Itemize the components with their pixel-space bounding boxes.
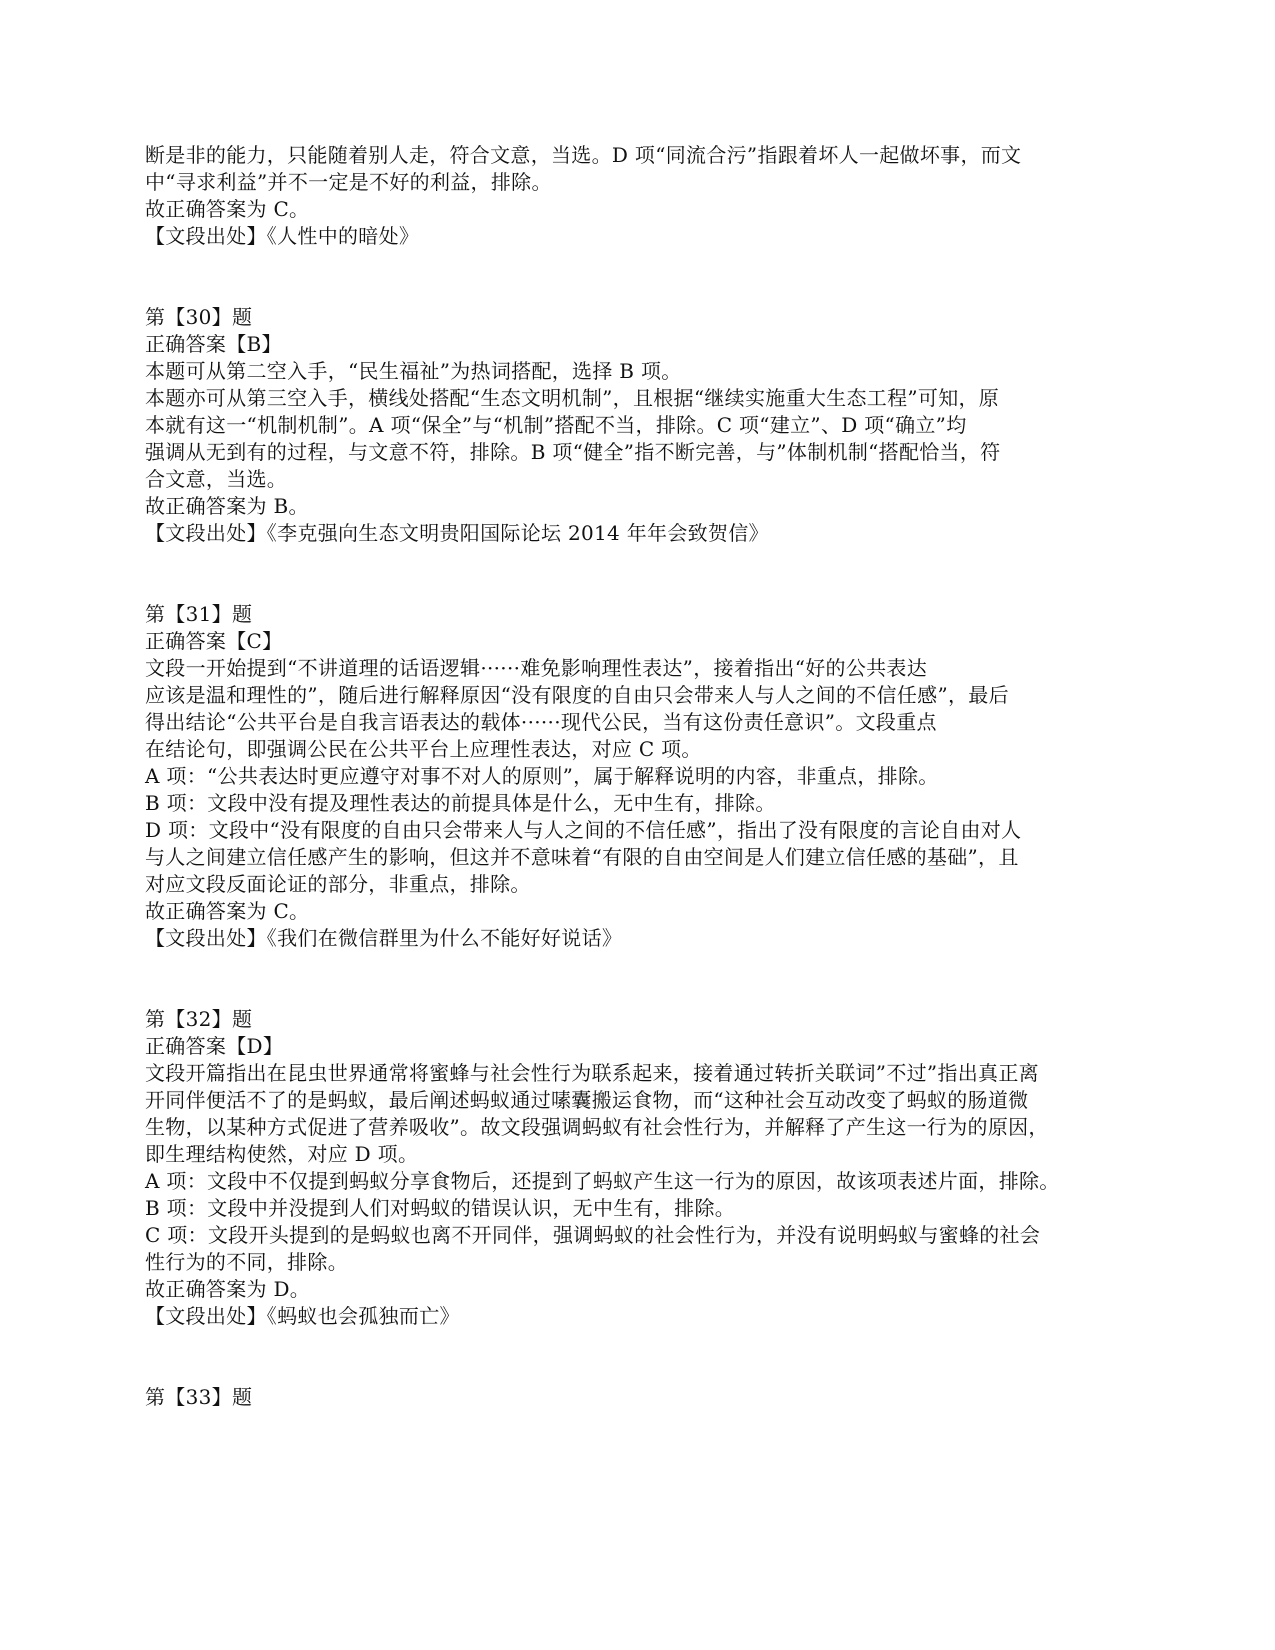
text-line: C 项：文段开头提到的是蚂蚁也离不开同伴，强调蚂蚁的社会性行为，并没有说明蚂蚁与蜜蜂的社会 (145, 1223, 1041, 1247)
text-line: 故正确答案为 C。 (145, 197, 310, 221)
text-line: 第【31】题 (145, 602, 253, 626)
text-line: 强调从无到有的过程，与文意不符，排除。B 项“健全”指不断完善，与”体制机制“搭配恰当，符 (145, 440, 1001, 464)
text-line: 生物，以某种方式促进了营养吸收”。故文段强调蚂蚁有社会性行为，并解释了产生这一行为的原因， (145, 1115, 1049, 1139)
text-line: 故正确答案为 D。 (145, 1277, 311, 1301)
text-line: 正确答案【C】 (145, 629, 283, 653)
answer-section (145, 1384, 1125, 1411)
text-line: 故正确答案为 B。 (145, 494, 309, 518)
text-line: 【文段出处】《李克强向生态文明贵阳国际论坛 2014 年年会致贺信》 (145, 521, 769, 545)
text-line: 文段开篇指出在昆虫世界通常将蜜蜂与社会性行为联系起来，接着通过转折关联词”不过”指出真正离 (145, 1061, 1039, 1085)
text-line: B 项：文段中没有提及理性表达的前提具体是什么，无中生有，排除。 (145, 791, 776, 815)
text-line: 故正确答案为 C。 (145, 899, 310, 923)
text-line: 【文段出处】《我们在微信群里为什么不能好好说话》 (145, 926, 623, 950)
text-line: A 项：文段中不仅提到蚂蚁分享食物后，还提到了蚂蚁产生这一行为的原因，故该项表述片面，排除。 (145, 1169, 1060, 1193)
text-line: 与人之间建立信任感产生的影响，但这并不意味着“有限的自由空间是人们建立信任感的基础”，且 (145, 845, 1019, 869)
text-line: 【文段出处】《蚂蚁也会孤独而亡》 (145, 1304, 460, 1328)
text-line: 文段一开始提到“不讲道理的话语逻辑······难免影响理性表达”，接着指出“好的公共表达 (145, 656, 928, 680)
answer-section (145, 601, 1125, 952)
text-line: 【文段出处】《人性中的暗处》 (145, 224, 420, 248)
text-line: 正确答案【D】 (145, 1034, 284, 1058)
answer-section (145, 304, 1125, 547)
text-line: 中“寻求利益”并不一定是不好的利益，排除。 (145, 170, 552, 194)
text-line: 断是非的能力，只能随着别人走，符合文意，当选。D 项“同流合污”指跟着坏人一起做坏事，而文 (145, 143, 1022, 167)
answer-section (145, 142, 1125, 250)
text-line: 应该是温和理性的”，随后进行解释原因“没有限度的自由只会带来人与人之间的不信任感”，最后 (145, 683, 1009, 707)
text-line: 本题可从第二空入手，“民生福祉”为热词搭配，选择 B 项。 (145, 359, 682, 383)
text-line: 开同伴便活不了的是蚂蚁，最后阐述蚂蚁通过嗉囊搬运食物，而“这种社会互动改变了蚂蚁的肠道微 (145, 1088, 1029, 1112)
section-spacer (145, 1330, 1125, 1384)
text-line: D 项：文段中“没有限度的自由只会带来人与人之间的不信任感”，指出了没有限度的言论自由对人 (145, 818, 1022, 842)
text-line: 性行为的不同，排除。 (145, 1250, 348, 1274)
text-line: 第【30】题 (145, 305, 253, 329)
text-line: 第【33】题 (145, 1385, 253, 1409)
text-line: 在结论句，即强调公民在公共平台上应理性表达，对应 C 项。 (145, 737, 702, 761)
text-line: 正确答案【B】 (145, 332, 282, 356)
text-line: 得出结论“公共平台是自我言语表达的载体······现代公民，当有这份责任意识”。文段重点 (145, 710, 937, 734)
text-line: 对应文段反面论证的部分，非重点，排除。 (145, 872, 531, 896)
text-line: 即生理结构使然，对应 D 项。 (145, 1142, 419, 1166)
text-line: A 项：“公共表达时更应遵守对事不对人的原则”，属于解释说明的内容，非重点，排除。 (145, 764, 939, 788)
answer-section (145, 1006, 1125, 1330)
text-line: B 项：文段中并没提到人们对蚂蚁的错误认识，无中生有，排除。 (145, 1196, 736, 1220)
section-spacer (145, 547, 1125, 601)
document-page (145, 142, 1125, 1411)
text-line: 第【32】题 (145, 1007, 253, 1031)
text-line: 合文意，当选。 (145, 467, 288, 491)
text-line: 本题亦可从第三空入手，横线处搭配“生态文明机制”，且根据“继续实施重大生态工程”可知，原 (145, 386, 1000, 410)
section-spacer (145, 250, 1125, 304)
section-spacer (145, 952, 1125, 1006)
text-line: 本就有这一“机制机制”。A 项“保全”与“机制”搭配不当，排除。C 项“建立”、D 项“确立”均 (145, 413, 967, 437)
